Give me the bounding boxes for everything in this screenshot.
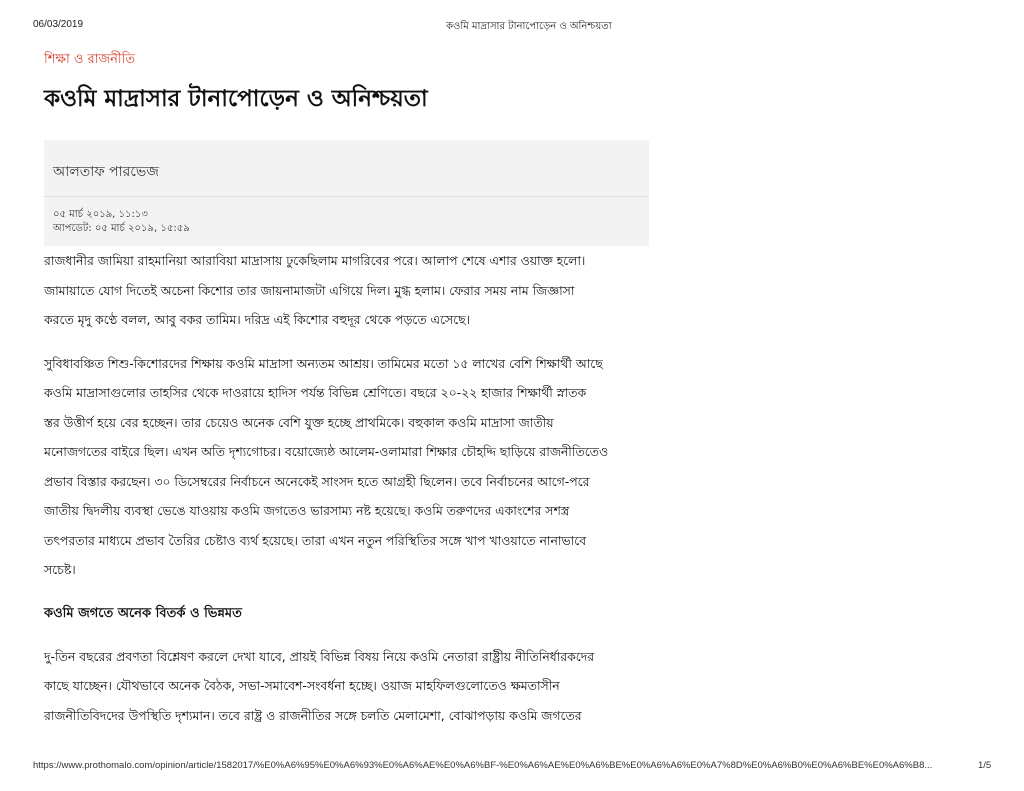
paragraph-line: কওমি মাদ্রাসাগুলোর তাহসির থেকে দাওরায়ে হাদিস পর্যন্ত বিভিন্ন শ্রেণিতে। বছরে ২০-২২ হাজার শিক্ষার্থী স্নাতক bbox=[44, 385, 587, 400]
author-info-box bbox=[44, 140, 649, 246]
page-number: 1/5 bbox=[978, 760, 992, 771]
paragraph-line: কাছে যাচ্ছেন। যৌথভাবে অনেক বৈঠক, সভা-সমাবেশ-সংবর্ধনা হচ্ছে। ওয়াজ মাহফিলগুলোতেও ক্ষমতাসীন bbox=[44, 678, 560, 693]
author-divider bbox=[44, 196, 649, 197]
paragraph-line: প্রভাব বিস্তার করছেন। ৩০ ডিসেম্বরের নির্বাচনে অনেকেই সাংসদ হতে আগ্রহী ছিলেন। তবে নির্বাচনের আগে-পরে bbox=[44, 473, 590, 489]
print-footer-url[interactable]: https://www.prothomalo.com/opinion/article/1582017/%E0%A6%95%E0%A6%93%E0%A6%AE%E0%A6%BF-%E0%A6%AE%E0%A6%BE%E0%A6%A6%E0%A7%8D%E0%A6%B0%E0%A6%BE%E0%A6%B8... bbox=[33, 760, 933, 771]
paragraph-line: সুবিধাবঞ্চিত শিশু-কিশোরদের শিক্ষায় কওমি মাদ্রাসা অন্যতম আশ্রয়। তামিমের মতো ১৫ লাখের বেশি শিক্ষার্থী আছে bbox=[44, 355, 603, 371]
paragraph-line: স্তর উত্তীর্ণ হয়ে বের হচ্ছেন। তার চেয়েও অনেক বেশি যুক্ত হচ্ছে প্রাথমিকে। বহুকাল কওমি মাদ্রাসা জাতীয় bbox=[44, 414, 554, 430]
paragraph-line: করতে মৃদু কণ্ঠে বলল, আবু বকর তামিম। দরিদ্র এই কিশোর বহুদূর থেকে পড়তে এসেছে। bbox=[44, 312, 471, 327]
paragraph-line: জামায়াতে যোগ দিতেই অচেনা কিশোর তার জায়নামাজটা এগিয়ে দিল। মুগ্ধ হলাম। ফেরার সময় নাম জিজ্ঞাসা bbox=[44, 282, 575, 298]
author-name[interactable]: আলতাফ পারভেজ bbox=[53, 164, 159, 180]
paragraph-line: রাজনীতিবিদদের উপস্থিতি দৃশ্যমান। তবে রাষ্ট্র ও রাজনীতির সঙ্গে চলতি মেলামেশা, বোঝাপড়ায় কওমি জগতের bbox=[44, 707, 582, 723]
paragraph-line: সচেষ্ট। bbox=[44, 562, 76, 577]
paragraph-line: মনোজগতের বাইরে ছিল। এখন অতি দৃশ্যগোচর। বয়োজ্যেষ্ঠ আলেম-ওলামারা শিক্ষার চৌহদ্দি ছাড়িয়ে রাজনীতিতেও bbox=[44, 444, 609, 459]
updated-time: আপডেট: ০৫ মার্চ ২০১৯, ১৫:৫৯ bbox=[53, 223, 190, 234]
paragraph-line: তৎপরতার মাধ্যমে প্রভাব তৈরির চেষ্টাও ব্যর্থ হয়েছে। তারা এখন নতুন পরিস্থিতির সঙ্গে খাপ খাওয়াতে নানাভাবে bbox=[44, 532, 587, 548]
paragraph-line: রাজধানীর জামিয়া রাহমানিয়া আরাবিয়া মাদ্রাসায় ঢুকেছিলাম মাগরিবের পরে। আলাপ শেষে এশার ওয়াক্ত হলো। bbox=[44, 253, 586, 268]
published-time: ০৫ মার্চ ২০১৯, ১১:১৩ bbox=[53, 209, 148, 220]
paragraph-line: দু-তিন বছরের প্রবণতা বিশ্লেষণ করলে দেখা যাবে, প্রায়ই বিভিন্ন বিষয় নিয়ে কওমি নেতারা রাষ্ট্রীয় নীতিনির্ধারকদের bbox=[44, 648, 595, 664]
article-headline: কওমি মাদ্রাসার টানাপোড়েন ও অনিশ্চয়তা bbox=[44, 86, 428, 112]
article-category[interactable]: শিক্ষা ও রাজনীতি bbox=[44, 52, 136, 67]
paragraph bbox=[44, 642, 684, 731]
print-header-title: কওমি মাদ্রাসার টানাপোড়েন ও অনিশ্চয়তা bbox=[446, 21, 612, 32]
paragraph-line: জাতীয় দ্বিদলীয় ব্যবস্থা ভেঙে যাওয়ায় কওমি জগতেও ভারসাম্য নষ্ট হয়েছে। কওমি তরুণদের একাংশের সশস্ত্র bbox=[44, 503, 570, 518]
paragraph bbox=[44, 246, 684, 335]
article-body bbox=[44, 246, 684, 730]
section-subheading: কওমি জগতে অনেক বিতর্ক ও ভিন্নমত bbox=[44, 605, 242, 621]
print-date: 06/03/2019 bbox=[33, 19, 84, 30]
paragraph bbox=[44, 349, 684, 585]
